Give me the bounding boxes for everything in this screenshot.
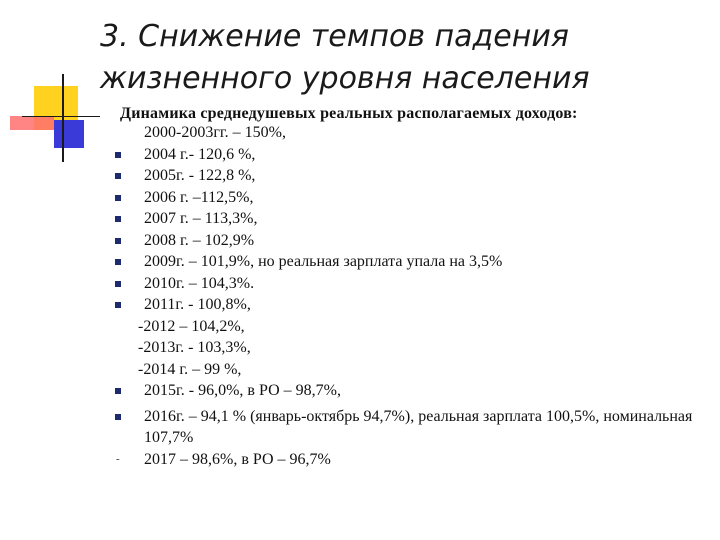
square-bullet-icon (115, 216, 121, 222)
square-bullet-icon (115, 152, 121, 158)
slide-title (100, 16, 590, 100)
list-item-text: -2014 г. – 99 %, (138, 360, 242, 378)
list-item-text: 2004 г.- 120,6 %, (144, 145, 256, 163)
list-item (110, 294, 710, 316)
square-bullet-icon (115, 281, 121, 287)
list-item (110, 187, 710, 209)
square-bullet-icon (115, 388, 121, 394)
list-item (110, 251, 710, 273)
square-bullet-icon (115, 302, 121, 308)
list-item (110, 122, 710, 144)
decorative-horizontal-line (22, 116, 100, 117)
list-item-text: -2013г. - 103,3%, (138, 339, 251, 356)
dash-bullet-icon: - (116, 452, 120, 465)
income-list (110, 122, 710, 470)
list-item-text: 2008 г. – 102,9% (144, 231, 255, 249)
list-item-text: 2017 – 98,6%, в РО – 96,7% (144, 450, 331, 468)
decorative-vertical-line (62, 74, 64, 162)
section-heading: Динамика среднедушевых реальных располагаемых доходов: (120, 105, 578, 122)
list-item-text: 2000-2003гг. – 150%, (144, 124, 286, 141)
square-bullet-icon (115, 414, 121, 420)
title-line-2: жизненного уровня населения (100, 61, 590, 96)
list-item (110, 165, 710, 187)
list-item-text: 2006 г. –112,5%, (144, 188, 254, 206)
list-item-text: 2007 г. – 113,3%, (144, 210, 258, 227)
list-item (110, 230, 710, 252)
list-item-text: 2016г. – 94,1 % (январь-октябрь 94,7%), реальная зарплата 100,5%, номинальная 107,7% (144, 407, 693, 446)
list-item-text: 2009г. – 101,9%, но реальная зарплата упала на 3,5% (144, 253, 503, 270)
square-bullet-icon (115, 173, 121, 179)
list-item (110, 144, 710, 166)
square-bullet-icon (115, 259, 121, 265)
list-item (110, 449, 710, 471)
list-item (110, 359, 710, 381)
decorative-red-bar (10, 116, 54, 130)
list-item-text: 2015г. - 96,0%, в РО – 98,7%, (144, 382, 341, 399)
list-item-text: 2005г. - 122,8 %, (144, 167, 256, 184)
list-item (110, 208, 710, 230)
square-bullet-icon (115, 195, 121, 201)
title-line-1: 3. Снижение темпов падения (100, 19, 569, 54)
list-item-text: -2012 – 104,2%, (138, 317, 245, 335)
decorative-blue-square (54, 120, 84, 148)
list-item (110, 337, 710, 359)
list-item (110, 316, 710, 338)
list-item (110, 380, 710, 402)
list-item-text: 2011г. - 100,8%, (144, 296, 251, 313)
list-item (110, 273, 710, 295)
list-item-text: 2010г. – 104,3%. (144, 274, 255, 292)
square-bullet-icon (115, 238, 121, 244)
list-item (110, 406, 710, 449)
